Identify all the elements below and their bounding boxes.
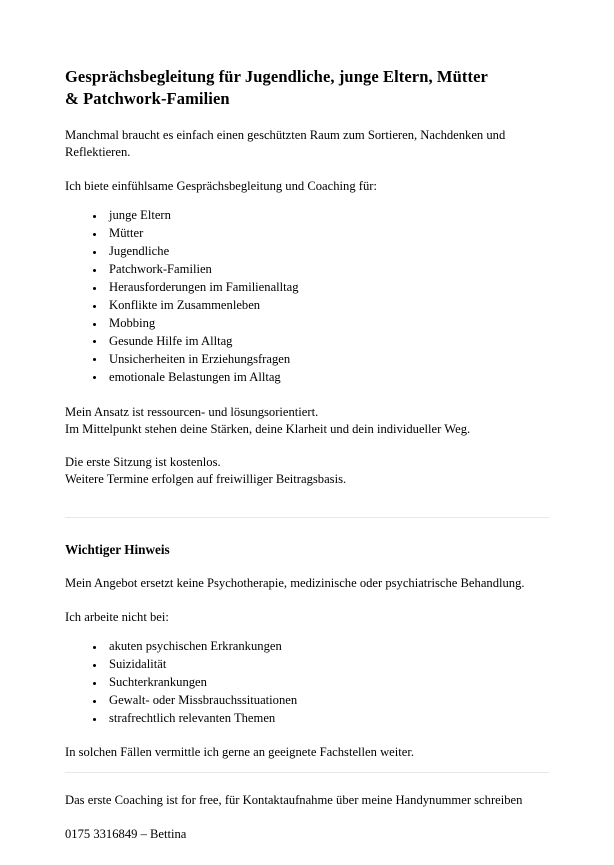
spacer xyxy=(65,518,548,541)
offer-list xyxy=(65,207,548,386)
list-item: Unsicherheiten in Erziehungsfragen xyxy=(65,351,548,369)
notice-heading: Wichtiger Hinweis xyxy=(65,541,170,557)
page-title: Gesprächsbegleitung für Jugendliche, junge Eltern, Mütter & Patchwork-Familien xyxy=(65,67,488,109)
list-item: Patchwork-Familien xyxy=(65,261,548,279)
list-item: Suizidalität xyxy=(65,656,548,674)
list-item: akuten psychischen Erkrankungen xyxy=(65,638,548,656)
list-item: emotionale Belastungen im Alltag xyxy=(65,369,548,387)
pricing-block xyxy=(65,454,548,487)
list-item: junge Eltern xyxy=(65,207,548,225)
pricing-line-1: Die erste Sitzung ist kostenlos. xyxy=(65,455,221,470)
spacer xyxy=(65,761,548,772)
approach-line-2: Im Mittelpunkt stehen deine Stärken, deine Klarheit und dein individueller Weg. xyxy=(65,421,471,436)
offer-list-lead-in: Ich biete einfühlsame Gesprächsbegleitung und Coaching für: xyxy=(65,178,377,193)
list-item: Konflikte im Zusammenleben xyxy=(65,297,548,315)
notice-disclaimer: Mein Angebot ersetzt keine Psychotherapie, medizinische oder psychiatrische Behandlung. xyxy=(65,575,525,590)
list-item: Suchterkrankungen xyxy=(65,674,548,692)
approach-block xyxy=(65,404,548,437)
list-item: Herausforderungen im Familienalltag xyxy=(65,279,548,297)
referral-paragraph: In solchen Fällen vermittle ich gerne an geeignete Fachstellen weiter. xyxy=(65,745,414,760)
list-item: Gesunde Hilfe im Alltag xyxy=(65,333,548,351)
list-item: strafrechtlich relevanten Themen xyxy=(65,710,548,728)
approach-line-1: Mein Ansatz ist ressourcen- und lösungsorientiert. xyxy=(65,404,319,419)
list-item: Mütter xyxy=(65,225,548,243)
pricing-line-2: Weitere Termine erfolgen auf freiwilliger Beitragsbasis. xyxy=(65,472,347,486)
contact-phone-line: 0175 3316849 – Bettina xyxy=(65,826,187,841)
list-item: Gewalt- oder Missbrauchssituationen xyxy=(65,692,548,710)
list-item: Mobbing xyxy=(65,315,548,333)
spacer xyxy=(65,773,548,792)
list-item: Jugendliche xyxy=(65,243,548,261)
contact-offer-line: Das erste Coaching ist for free, für Kontaktaufnahme über meine Handynummer schreiben xyxy=(65,792,523,807)
exclusions-list xyxy=(65,638,548,728)
exclusions-list-lead-in: Ich arbeite nicht bei: xyxy=(65,609,169,624)
spacer xyxy=(65,505,548,517)
intro-paragraph: Manchmal braucht es einfach einen geschützten Raum zum Sortieren, Nachdenken und Reflektieren. xyxy=(65,128,506,159)
